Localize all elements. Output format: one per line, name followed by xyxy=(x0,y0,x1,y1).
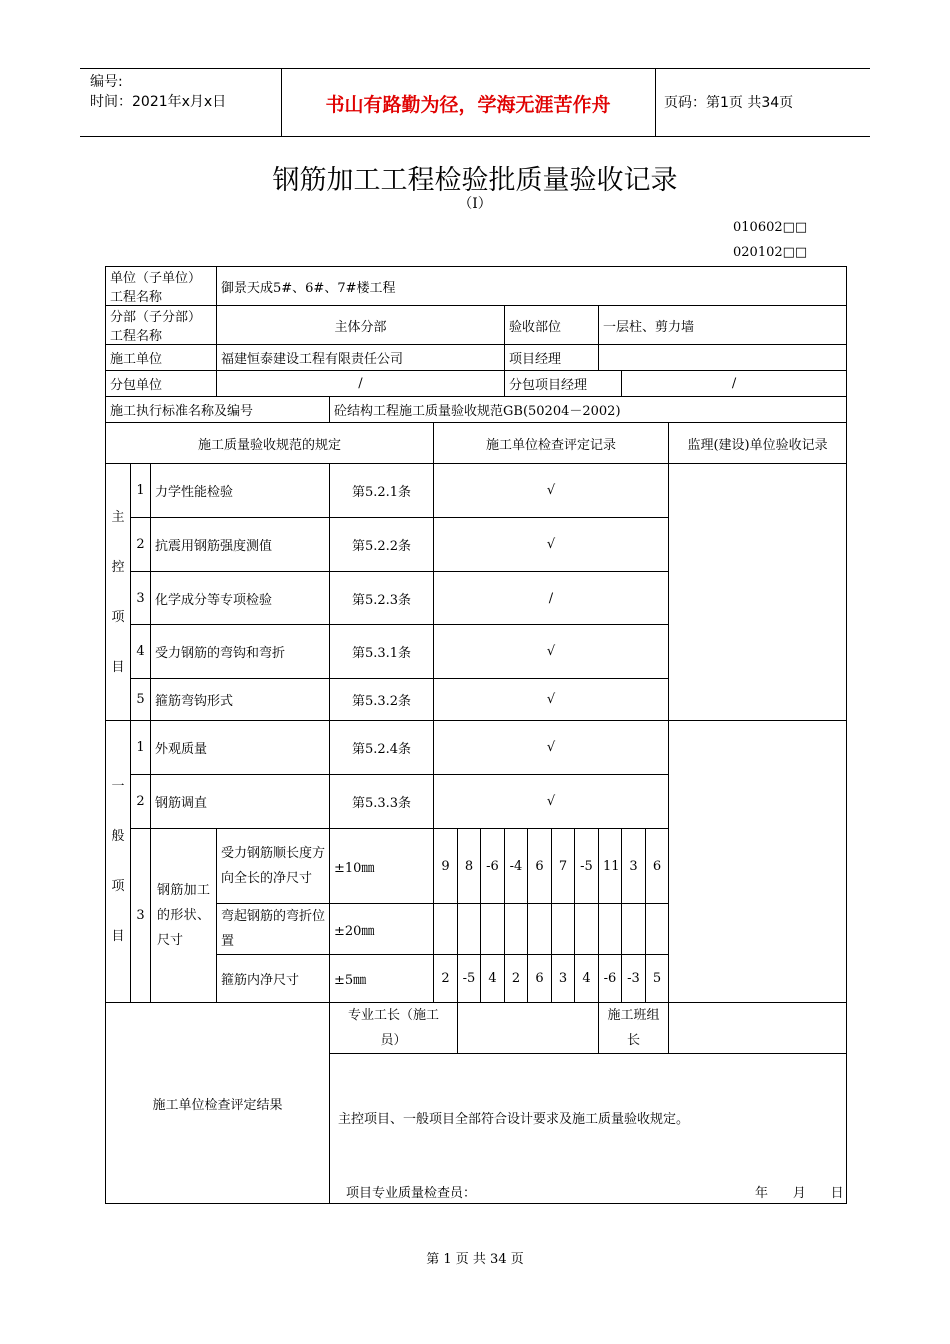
measure-cell: 4 xyxy=(575,955,599,1003)
item-clause: 第5.3.2条 xyxy=(330,679,434,721)
measure-cell: 2 xyxy=(505,955,528,1003)
sub-item-tol: ±10㎜ xyxy=(330,829,434,904)
item-result: √ xyxy=(434,775,669,829)
foreman-label: 专业工长（施工员） xyxy=(330,1003,458,1054)
measure-cell xyxy=(599,904,622,955)
result-row-signers xyxy=(106,1003,847,1054)
time-label: 时间：2021年x月x日 xyxy=(90,94,227,110)
item-name: 力学性能检验 xyxy=(151,464,330,518)
subcontract-label: 分包单位 xyxy=(106,371,217,397)
doc-title: 钢筋加工工程检验批质量验收记录 xyxy=(272,165,678,196)
measure-cell: -6 xyxy=(481,829,505,904)
item-result: √ xyxy=(434,625,669,679)
row-subpart xyxy=(106,306,847,345)
item-no: 5 xyxy=(131,679,151,721)
measure-cell: 11 xyxy=(599,829,622,904)
result-label: 施工单位检查评定结果 xyxy=(106,1003,330,1204)
date-label: 年 月 日 xyxy=(755,1186,844,1201)
measure-cell: 9 xyxy=(434,829,458,904)
item-clause: 第5.2.2条 xyxy=(330,518,434,572)
sub-pm-label: 分包项目经理 xyxy=(505,371,622,397)
measure-cell: 3 xyxy=(552,955,575,1003)
header-left xyxy=(90,72,226,112)
sub-label: 分部（子分部）工程名称 xyxy=(106,306,217,345)
doc-code-1: 010602□□ xyxy=(733,220,808,235)
sub-pm-value: / xyxy=(622,371,847,397)
result-conclusion-cell xyxy=(330,1054,847,1204)
item-result: / xyxy=(434,572,669,625)
measure-cell xyxy=(646,904,669,955)
row-construct xyxy=(106,345,847,371)
row-unit xyxy=(106,267,847,306)
row-standard xyxy=(106,397,847,423)
item-clause: 第5.3.1条 xyxy=(330,625,434,679)
sub-item-tol: ±5㎜ xyxy=(330,955,434,1003)
item-name: 化学成分等专项检验 xyxy=(151,572,330,625)
col-check: 施工单位检查评定记录 xyxy=(434,423,669,464)
standard-label: 施工执行标准名称及编号 xyxy=(106,397,330,423)
item-result: √ xyxy=(434,518,669,572)
subcontract-value: / xyxy=(217,371,505,397)
conclusion-text: 主控项目、一般项目全部符合设计要求及施工质量验收规定。 xyxy=(338,1112,690,1127)
sub-item-name: 受力钢筋顺长度方向全长的净尺寸 xyxy=(217,829,330,904)
main-row-1 xyxy=(106,464,847,518)
construct-label: 施工单位 xyxy=(106,345,217,371)
item-no: 3 xyxy=(131,829,151,1003)
measure-cell: -5 xyxy=(458,955,481,1003)
measure-cell xyxy=(528,904,552,955)
pm-value xyxy=(599,345,847,371)
col-spec: 施工质量验收规范的规定 xyxy=(106,423,434,464)
general-row-1 xyxy=(106,721,847,775)
measure-cell: 5 xyxy=(646,955,669,1003)
sub-item-name: 箍筋内净尺寸 xyxy=(217,955,330,1003)
item-clause: 第5.2.3条 xyxy=(330,572,434,625)
doc-code-2: 020102□□ xyxy=(733,245,808,260)
measure-cell: 8 xyxy=(458,829,481,904)
item-result: √ xyxy=(434,679,669,721)
unit-value: 御景天成5#、6#、7#楼工程 xyxy=(217,267,847,306)
team-leader-value xyxy=(669,1003,847,1054)
measure-cell xyxy=(481,904,505,955)
item-name: 钢筋调直 xyxy=(151,775,330,829)
sub-value: 主体分部 xyxy=(217,306,505,345)
measure-cell: 4 xyxy=(481,955,505,1003)
measure-cell xyxy=(622,904,646,955)
item-clause: 第5.3.3条 xyxy=(330,775,434,829)
doc-subtitle: （Ⅰ） xyxy=(458,196,492,212)
main-supervise-cell xyxy=(669,464,847,721)
measure-cell xyxy=(434,904,458,955)
item-clause: 第5.2.4条 xyxy=(330,721,434,775)
measure-cell xyxy=(458,904,481,955)
item-name: 钢筋加工的形状、尺寸 xyxy=(151,829,217,1003)
construct-value: 福建恒泰建设工程有限责任公司 xyxy=(217,345,505,371)
row-subcontract xyxy=(106,371,847,397)
header-top-rule xyxy=(80,68,870,69)
standard-value: 砼结构工程施工质量验收规范GB(50204－2002) xyxy=(330,397,847,423)
general-label: 一 般 项 目 xyxy=(106,721,131,1003)
motto: 书山有路勤为径，学海无涯苦作舟 xyxy=(325,93,611,116)
page-label: 页码：第1页 共34页 xyxy=(664,95,794,111)
measure-cell: -5 xyxy=(575,829,599,904)
item-clause: 第5.2.1条 xyxy=(330,464,434,518)
item-name: 箍筋弯钩形式 xyxy=(151,679,330,721)
unit-label: 单位（子单位）工程名称 xyxy=(106,267,217,306)
measure-cell xyxy=(505,904,528,955)
measure-cell: -3 xyxy=(622,955,646,1003)
foreman-value xyxy=(458,1003,599,1054)
page-footer: 第 1 页 共 34 页 xyxy=(426,1252,524,1267)
pm-label: 项目经理 xyxy=(505,345,599,371)
measure-cell xyxy=(575,904,599,955)
sub-item-tol: ±20㎜ xyxy=(330,904,434,955)
item-no: 1 xyxy=(131,464,151,518)
measure-cell: 3 xyxy=(622,829,646,904)
inspection-table xyxy=(105,266,847,1204)
general-supervise-cell xyxy=(669,721,847,1003)
main-control-label: 主 控 项 目 xyxy=(106,464,131,721)
number-label: 编号: xyxy=(90,74,123,90)
measure-cell: 6 xyxy=(528,829,552,904)
sub-item-name: 弯起钢筋的弯折位置 xyxy=(217,904,330,955)
header-bottom-rule xyxy=(80,136,870,137)
accept-part-label: 验收部位 xyxy=(505,306,599,345)
item-no: 1 xyxy=(131,721,151,775)
item-name: 抗震用钢筋强度测值 xyxy=(151,518,330,572)
col-supervise: 监理(建设)单位验收记录 xyxy=(669,423,847,464)
measure-cell: -4 xyxy=(505,829,528,904)
inspector-label: 项目专业质量检查员： xyxy=(346,1186,477,1201)
item-name: 受力钢筋的弯钩和弯折 xyxy=(151,625,330,679)
row-columns xyxy=(106,423,847,464)
team-leader-label: 施工班组长 xyxy=(599,1003,669,1054)
item-no: 4 xyxy=(131,625,151,679)
measure-cell: 7 xyxy=(552,829,575,904)
item-no: 2 xyxy=(131,518,151,572)
measure-cell: -6 xyxy=(599,955,622,1003)
measure-cell: 2 xyxy=(434,955,458,1003)
header-divider-right xyxy=(655,68,656,136)
measure-cell: 6 xyxy=(528,955,552,1003)
item-no: 3 xyxy=(131,572,151,625)
item-no: 2 xyxy=(131,775,151,829)
item-result: √ xyxy=(434,721,669,775)
measure-cell xyxy=(552,904,575,955)
item-name: 外观质量 xyxy=(151,721,330,775)
measure-cell: 6 xyxy=(646,829,669,904)
item-result: √ xyxy=(434,464,669,518)
accept-part-value: 一层柱、剪力墙 xyxy=(599,306,847,345)
